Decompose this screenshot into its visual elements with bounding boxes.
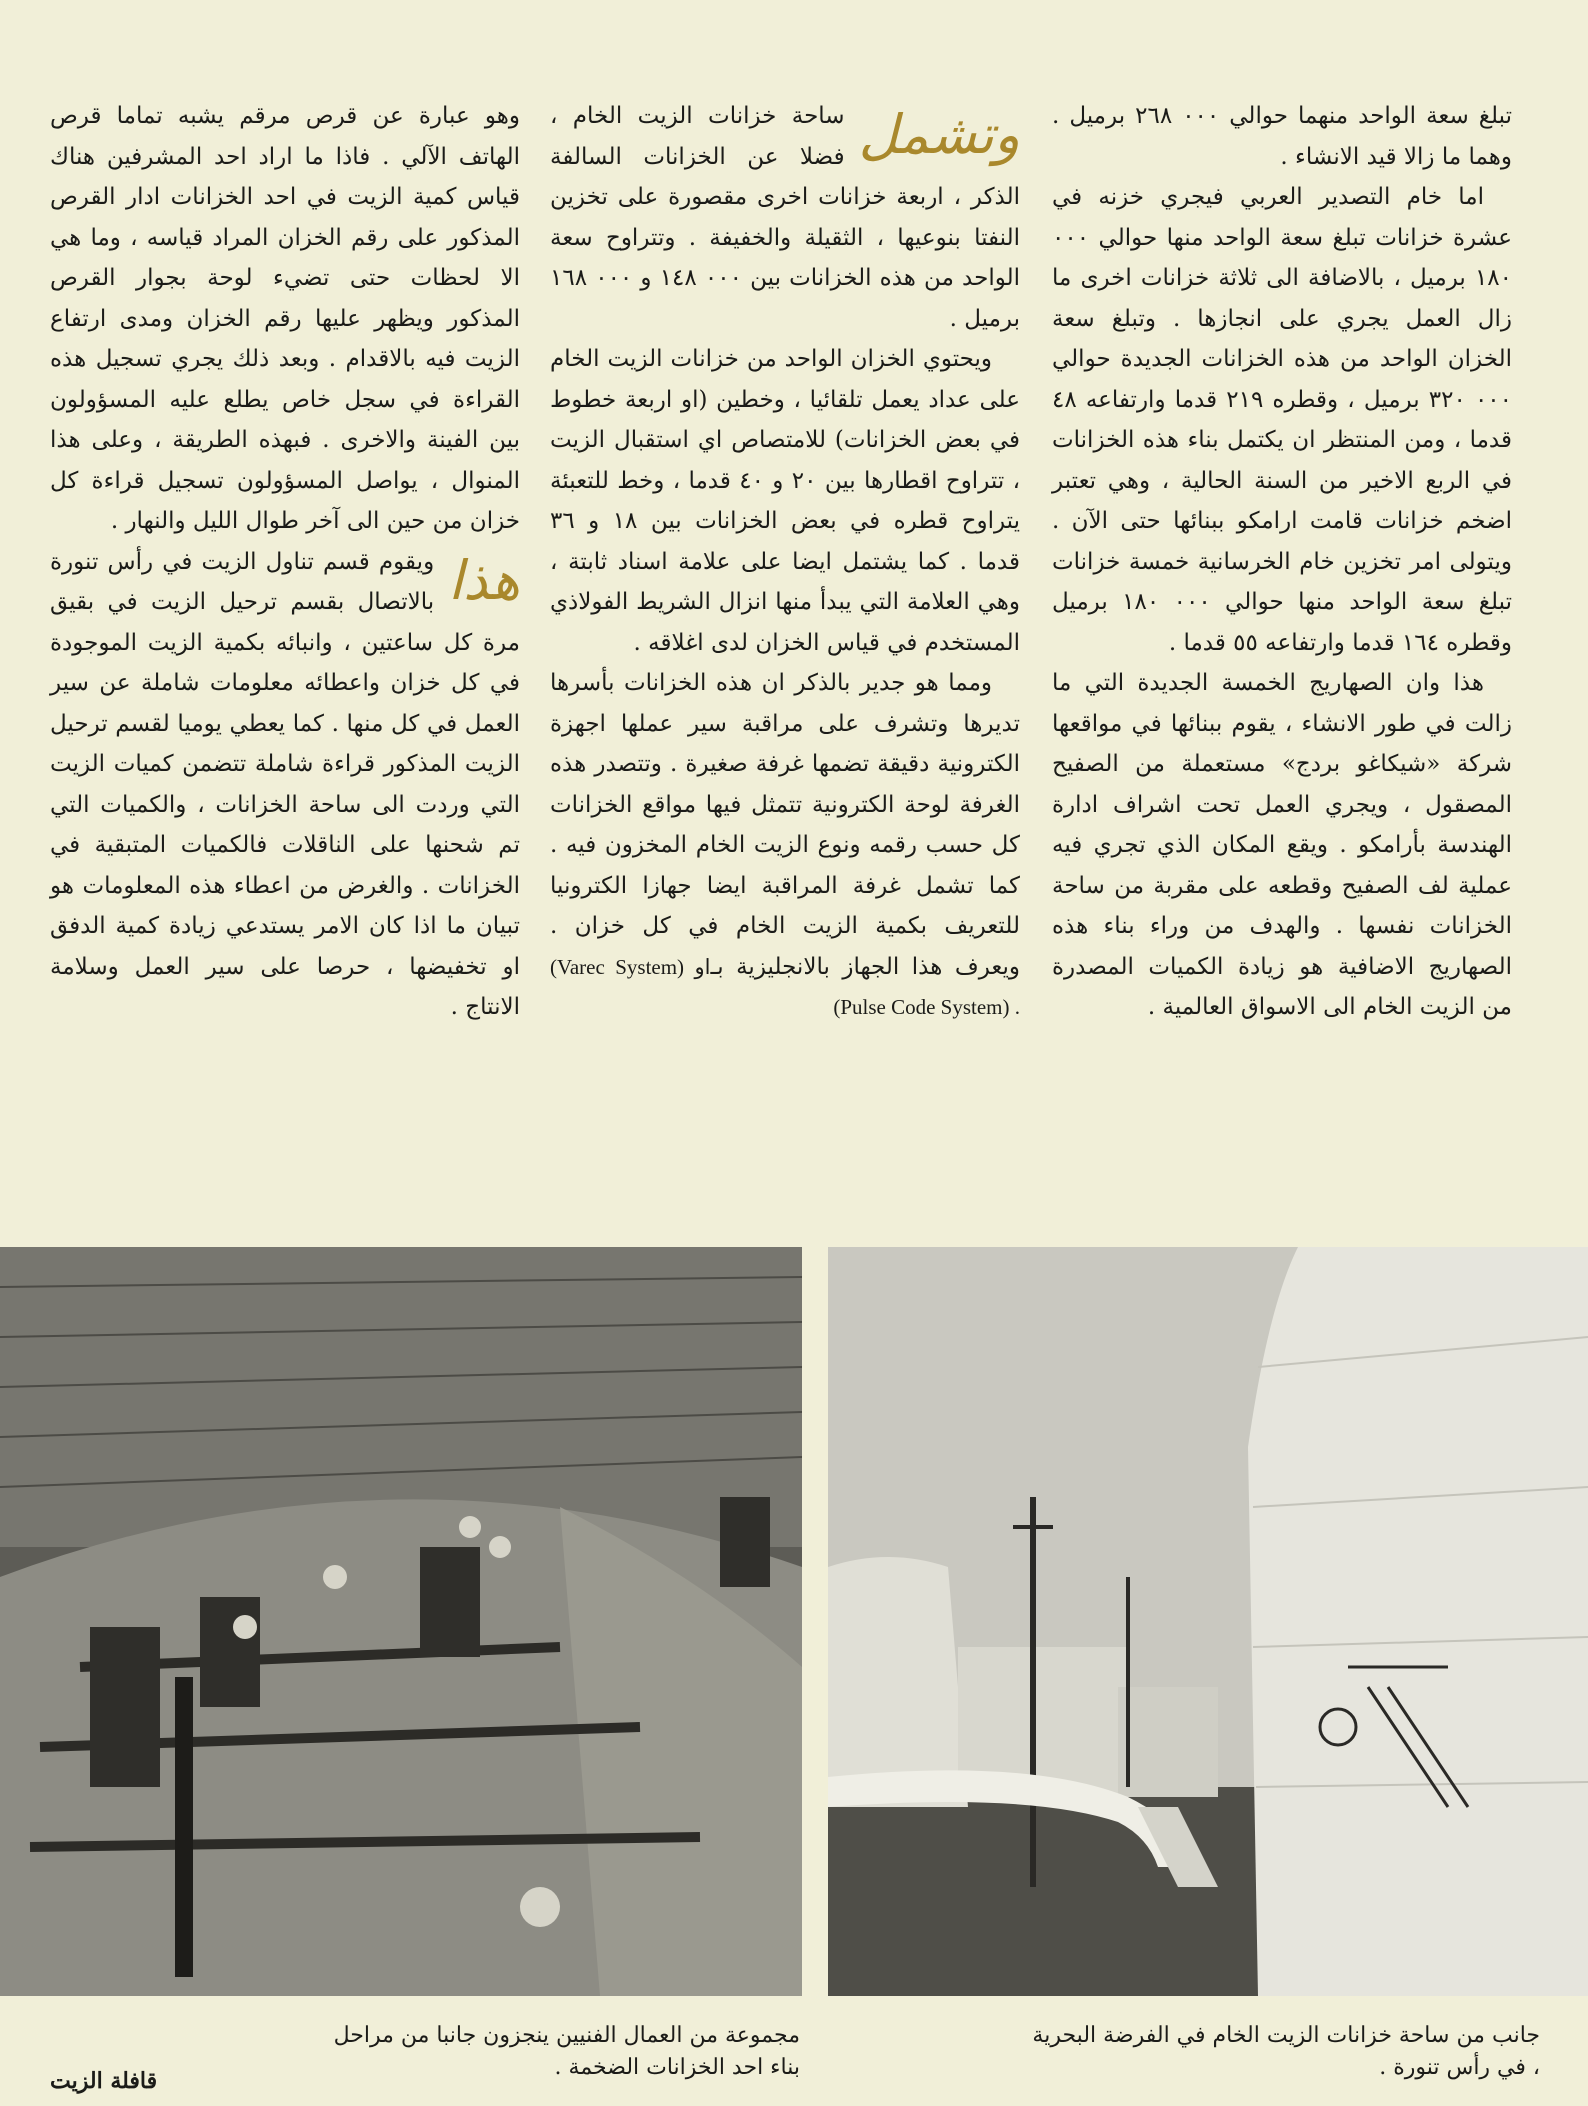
photo-workers-building-tank bbox=[0, 1247, 802, 1996]
decorative-dropcap: هذا bbox=[448, 548, 520, 612]
caption-workers: مجموعة من العمال الفنيين ينجزون جانبا من مراحل بناء احد الخزانات الضخمة . bbox=[333, 2023, 800, 2080]
latin-terms: (Varec System) او (Pulse Code System) . bbox=[550, 954, 1020, 1019]
paragraph: وهو عبارة عن قرص مرقم يشبه تماما قرص الهاتف الآلي . فاذا ما اراد احد المشرفين هناك قياس كمية الزيت في احد الخزانات ادار القرص المذكور على رقم الخزان المراد قياسه ، وما هي الا لحظات حتى تضيء لوحة بجوار القرص المذكور ويظهر عليها رقم الخزان ومدى ارتفاع الزيت فيه بالاقدام . وبعد ذلك يجري تسجيل هذه القراءة في سجل خاص يطلع عليه المسؤولون بين الفينة والاخرى . فبهذه الطريقة ، وعلى هذا المنوال ، يواصل المسؤولون تسجيل قراءة كل خزان من حين الى آخر طوال الليل والنهار . bbox=[50, 103, 520, 534]
paragraph: اما خام التصدير العربي فيجري خزنه في عشرة خزانات تبلغ سعة الواحد منها حوالي ٠٠٠ ١٨٠ برميل ، بالاضافة الى ثلاثة خزانات اخرى ما زال العمل يجري على انجازها . وتبلغ سعة الخزان الواحد من هذه الخزانات الجديدة حوالي ٠٠٠ ٣٢٠ برميل ، وقطره ٢١٩ قدما وارتفاعه ٤٨ قدما ، ومن المنتظر ان يكتمل بناء هذه الخزانات في الربع الاخير من السنة الحالية ، وهي تعتبر اضخم خزانات قامت ارامكو ببنائها حتى الآن . ويتولى امر تخزين خام الخرسانية خمسة خزانات تبلغ سعة الواحد منها حوالي ٠٠٠ ١٨٠ برميل وقطره ١٦٤ قدما وارتفاعه ٥٥ قدما . bbox=[1052, 184, 1513, 656]
article-column-middle bbox=[550, 96, 1020, 1028]
photo-tank-farm bbox=[828, 1247, 1588, 1996]
paragraph: هذا وان الصهاريج الخمسة الجديدة التي ما زالت في طور الانشاء ، يقوم ببنائها في مواقعها شركة «شيكاغو بردج» مستعملة من الصفيح المصقول ، ويجري العمل تحت اشراف ادارة الهندسة بأرامكو . ويقع المكان الذي تجري فيه عملية لف الصفيح وقطعه على مقربة من ساحة الخزانات نفسها . والهدف من وراء بناء هذه الصهاريج الاضافية هو زيادة الكميات المصدرة من الزيت الخام الى الاسواق العالمية . bbox=[1052, 670, 1512, 1020]
paragraph bbox=[550, 663, 1020, 1028]
magazine-title-footer: قافلة الزيت bbox=[50, 2068, 158, 2094]
paragraph: تبلغ سعة الواحد منهما حوالي ٠٠٠ ٢٦٨ برميل . وهما ما زالا قيد الانشاء . bbox=[1052, 103, 1512, 170]
paragraph: ويحتوي الخزان الواحد من خزانات الزيت الخام على عداد يعمل تلقائيا ، وخطين (او اربعة خطوط في بعض الخزانات) للامتصاص اي استقبال الزيت ، تتراوح اقطارها بين ٢٠ و ٤٠ قدما ، وخط للتعبئة يتراوح قطره في بعض الخزانات بين ١٨ و ٣٦ قدما . كما يشتمل ايضا على علامة اسناد ثابتة ، وهي العلامة التي يبدأ منها انزال الشريط الفولاذي المستخدم في قياس الخزان لدى اغلاقه . bbox=[550, 346, 1021, 656]
decorative-dropcap: وتشمل bbox=[858, 103, 1020, 166]
paragraph: ساحة خزانات الزيت الخام ، فضلا عن الخزانات السالفة الذكر ، اربعة خزانات اخرى مقصورة على تخزين النفتا بنوعيها ، الثقيلة والخفيفة . وتتراوح سعة الواحد من هذه الخزانات بين ٠٠٠ ١٤٨ و ٠٠٠ ١٦٨ برميل . bbox=[550, 103, 1020, 332]
caption-tank-farm: جانب من ساحة خزانات الزيت الخام في الفرضة البحرية ، في رأس تنورة . bbox=[1032, 2023, 1540, 2080]
paragraph-text: ومما هو جدير بالذكر ان هذه الخزانات بأسرها تديرها وتشرف على مراقبة سير عملها اجهزة الكترونية دقيقة تضمها غرفة صغيرة . وتتصدر هذه الغرفة لوحة الكترونية تتمثل فيها مواقع الخزانات كل حسب رقمه ونوع الزيت الخام المخزون فيه . كما تشمل غرفة المراقبة ايضا جهازا الكترونيا للتعريف بكمية الزيت الخام في كل خزان . ويعرف هذا الجهاز بالانجليزية بـ bbox=[550, 670, 1021, 980]
article-column-left bbox=[50, 96, 520, 1028]
article-column-right bbox=[1052, 96, 1512, 1028]
paragraph: ويقوم قسم تناول الزيت في رأس تنورة بالاتصال بقسم ترحيل الزيت في بقيق مرة كل ساعتين ، وانبائه بكمية الزيت الموجودة في كل خزان واعطائه معلومات شاملة عن سير العمل في كل منها . كما يعطي يوميا لقسم ترحيل الزيت المذكور قراءة شاملة تتضمن كميات الزيت التي وردت الى ساحة الخزانات ، والكميات التي تم شحنها على الناقلات فالكميات المتبقية في الخزانات . والغرض من اعطاء هذه المعلومات هو تبيان ما اذا كان الامر يستدعي زيادة كمية الدفق او تخفيضها ، حرصا على سير العمل وسلامة الانتاج . bbox=[50, 548, 520, 1020]
